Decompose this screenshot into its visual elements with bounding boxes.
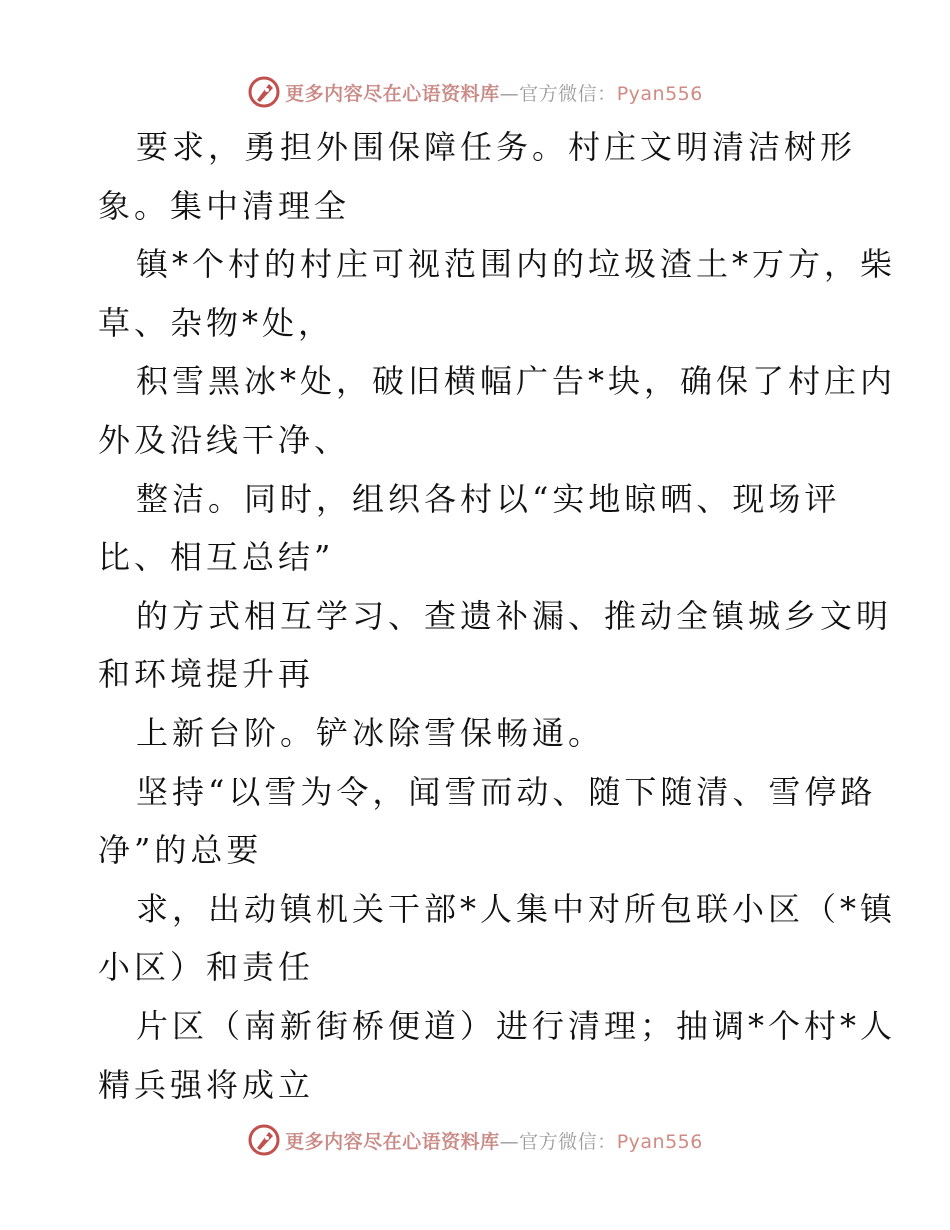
pen-nib-circle-icon bbox=[247, 1123, 281, 1157]
text-line: 小区）和责任 bbox=[98, 948, 315, 987]
text-line: 坚持“以雪为令，闻雪而动、随下随清、雪停路 bbox=[136, 772, 877, 811]
watermark-id: Pyan556 bbox=[616, 82, 703, 105]
text-line: 片区（南新街桥便道）进行清理；抽调*个村*人 bbox=[136, 1006, 897, 1045]
text-line: 镇*个村的村庄可视范围内的垃圾渣土*万方，柴 bbox=[136, 245, 897, 284]
header-watermark bbox=[0, 72, 950, 112]
text-line: 象。集中清理全 bbox=[98, 186, 351, 225]
footer-watermark bbox=[0, 1120, 950, 1160]
text-line: 整洁。同时，组织各村以“实地晾晒、现场评 bbox=[136, 479, 841, 518]
text-line: 外及沿线干净、 bbox=[98, 420, 351, 459]
text-line: 和环境提升再 bbox=[98, 655, 315, 694]
text-line: 草、杂物*处， bbox=[98, 303, 335, 342]
watermark-brand: 更多内容尽在心语资料库 bbox=[285, 1130, 500, 1153]
watermark-label: —官方微信： bbox=[499, 82, 617, 105]
watermark-label: —官方微信： bbox=[499, 1130, 617, 1153]
text-line: 要求，勇担外围保障任务。村庄文明清洁树形 bbox=[136, 128, 857, 166]
text-line: 求，出动镇机关干部*人集中对所包联小区（*镇 bbox=[136, 889, 897, 928]
text-line: 比、相互总结” bbox=[98, 538, 335, 577]
text-line: 积雪黑冰*处，破旧横幅广告*块，确保了村庄内 bbox=[136, 362, 897, 401]
pen-nib-circle-icon bbox=[247, 75, 281, 109]
document-body bbox=[98, 118, 897, 1114]
text-line: 上新台阶。铲冰除雪保畅通。 bbox=[136, 713, 605, 752]
watermark-id: Pyan556 bbox=[616, 1130, 703, 1153]
watermark-brand: 更多内容尽在心语资料库 bbox=[285, 82, 500, 105]
text-line: 精兵强将成立 bbox=[98, 1065, 315, 1104]
text-line: 的方式相互学习、查遗补漏、推动全镇城乡文明 bbox=[136, 596, 893, 635]
text-line: 净”的总要 bbox=[98, 831, 263, 870]
